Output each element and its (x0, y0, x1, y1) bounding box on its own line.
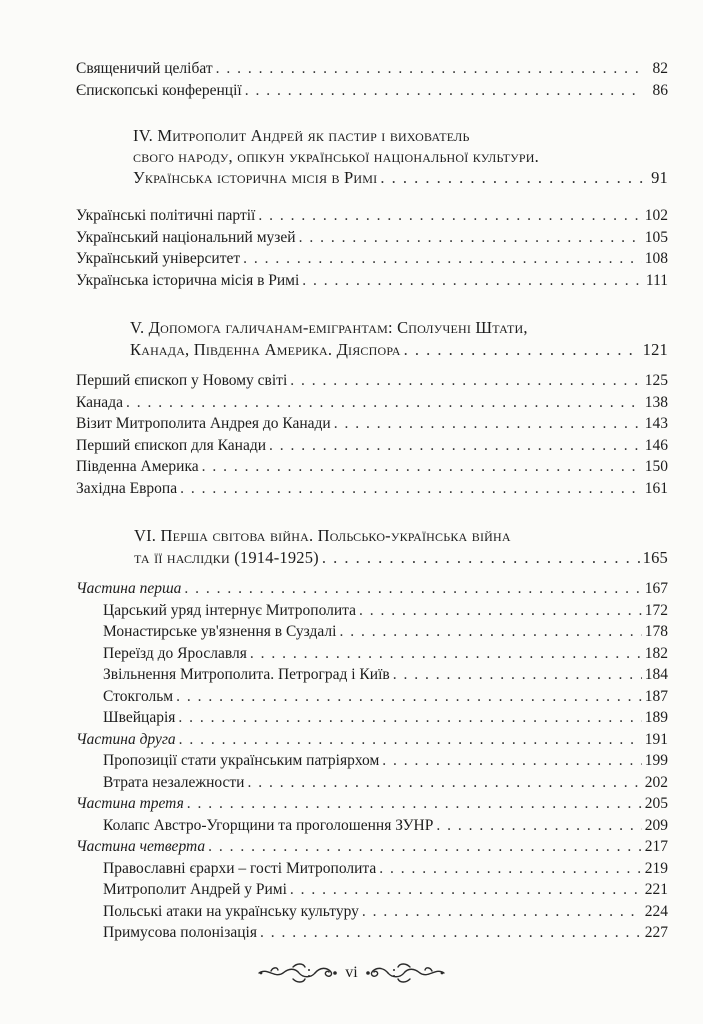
dot-leader (176, 686, 642, 708)
entry-title: Митрополит Андрей у Римі (103, 881, 287, 898)
toc-entry (76, 80, 668, 102)
entry-page: 189 (644, 709, 668, 726)
chapter-iv-entries (76, 205, 668, 291)
entry-page: 143 (644, 415, 668, 432)
entry-page: 178 (644, 623, 668, 640)
chapter-v-entries (76, 370, 668, 499)
page-folio: vi (345, 964, 358, 981)
toc-top-entries (76, 58, 668, 101)
entry-title: Стокгольм (103, 687, 174, 705)
chapter-heading-line: свого народу, опікун української національної культури. (133, 146, 539, 166)
dot-leader (334, 413, 642, 435)
toc-entry (76, 413, 668, 435)
dot-leader (216, 58, 643, 80)
entry-page: 86 (652, 81, 668, 99)
part-title: Частина перша (76, 580, 182, 597)
entry-page: 187 (644, 687, 668, 705)
part-title: Частина друга (76, 730, 176, 748)
entry-title: Царський уряд інтернує Митрополита (103, 601, 356, 619)
entry-page: 217 (644, 838, 668, 855)
toc-part-entry (76, 729, 668, 751)
dot-leader (380, 167, 643, 189)
toc-entry (76, 772, 668, 794)
chapter-heading-vi (134, 526, 668, 569)
chapter-vi-entries (76, 578, 668, 944)
dot-leader (184, 578, 641, 600)
entry-title: Пропозиції стати українським патріярхом (103, 752, 380, 769)
toc-part-entry (76, 793, 668, 815)
entry-title: Швейцарія (103, 709, 176, 726)
scroll-ornament-left-icon (257, 961, 339, 985)
entry-page: 172 (644, 601, 668, 619)
toc-entry (76, 456, 668, 478)
toc-entry (76, 270, 668, 292)
chapter-page: 121 (642, 339, 668, 359)
dot-leader (290, 370, 641, 392)
entry-title: Звільнення Митрополита. Петроград і Київ (103, 666, 390, 683)
dot-leader (202, 456, 642, 478)
dot-leader (208, 836, 642, 858)
chapter-heading-line: IV. Митрополит Андрей як пастир і вихователь (133, 126, 470, 145)
entry-page: 227 (644, 924, 668, 941)
toc-entry (76, 248, 668, 270)
dot-leader (322, 547, 640, 569)
entry-title: Українська історична місія в Римі (76, 271, 300, 289)
toc-entry (76, 643, 668, 665)
entry-title: Український університет (76, 250, 241, 267)
entry-page: 209 (644, 816, 668, 834)
entry-title: Південна Америка (76, 458, 199, 475)
chapter-title: Українська історична місія в Римі (133, 168, 378, 187)
entry-page: 161 (644, 479, 668, 497)
dot-leader (302, 270, 643, 292)
chapter-heading-line: VI. Перша світова війна. Польсько-українська війна (134, 526, 511, 545)
entry-title: Перший єпископ для Канади (76, 436, 267, 454)
toc-entry (76, 901, 668, 923)
entry-title: Переїзд до Ярославля (103, 644, 247, 662)
toc-entry (76, 815, 668, 837)
toc-entry (76, 750, 668, 772)
dot-leader (382, 750, 641, 772)
dot-leader (178, 707, 641, 729)
entry-title: Українські політичні партії (76, 207, 256, 224)
entry-page: 102 (644, 207, 668, 224)
dot-leader (393, 664, 642, 686)
dot-leader (436, 815, 641, 837)
dot-leader (180, 478, 642, 500)
entry-title: Польські атаки на українську культуру (103, 902, 359, 920)
entry-page: 199 (644, 752, 668, 769)
dot-leader (339, 621, 641, 643)
entry-title: Православні єрархи – гості Митрополита (103, 859, 377, 877)
entry-page: 138 (644, 393, 668, 411)
toc-entry (76, 58, 668, 80)
entry-page: 105 (644, 228, 668, 246)
footer-ornament (0, 958, 703, 988)
entry-page: 150 (644, 458, 668, 475)
entry-title: Священичий целібат (76, 60, 213, 77)
toc-entry (76, 879, 668, 901)
entry-page: 146 (644, 436, 668, 454)
dot-leader (404, 339, 640, 361)
dot-leader (243, 248, 642, 270)
dot-leader (250, 643, 642, 665)
chapter-heading-iv (133, 126, 668, 189)
entry-page: 167 (644, 580, 668, 597)
chapter-heading-v (130, 318, 668, 361)
part-title: Частина третя (76, 795, 184, 812)
entry-page: 125 (644, 372, 668, 389)
part-title: Частина четверта (76, 838, 206, 855)
toc-entry (76, 664, 668, 686)
toc-entry (76, 227, 668, 249)
entry-title: Єпископські конференції (76, 81, 242, 99)
toc-part-entry (76, 578, 668, 600)
entry-title: Західна Европа (76, 479, 178, 497)
dot-leader (260, 922, 642, 944)
entry-page: 219 (644, 859, 668, 877)
dot-leader (247, 772, 641, 794)
dot-leader (245, 80, 643, 102)
entry-page: 182 (644, 644, 668, 662)
toc-entry (76, 435, 668, 457)
entry-page: 82 (652, 60, 668, 77)
entry-page: 111 (645, 271, 668, 289)
entry-title: Колапс Австро-Угорщини та проголошення ЗУНР (103, 816, 434, 834)
entry-title: Монастирське ув'язнення в Суздалі (103, 623, 337, 640)
toc-entry (76, 621, 668, 643)
dot-leader (362, 901, 642, 923)
chapter-page: 165 (642, 547, 668, 567)
entry-page: 221 (644, 881, 668, 898)
toc-entry (76, 392, 668, 414)
dot-leader (359, 600, 642, 622)
scroll-ornament-right-icon (364, 961, 446, 985)
toc-entry (76, 686, 668, 708)
chapter-heading-last-line (133, 167, 668, 189)
chapter-title: та її наслідки (1914-1925) (134, 547, 319, 567)
dot-leader (126, 392, 642, 414)
toc-part-entry (76, 836, 668, 858)
toc-entry (76, 858, 668, 880)
dot-leader (299, 227, 642, 249)
chapter-title: Канада, Південна Америка. Діяспора (130, 339, 401, 359)
chapter-heading-last-line (134, 547, 668, 569)
entry-page: 184 (644, 666, 668, 683)
entry-page: 191 (644, 730, 668, 748)
entry-page: 202 (644, 773, 668, 791)
entry-title: Візит Митрополита Андрея до Канади (76, 415, 331, 432)
toc-entry (76, 478, 668, 500)
toc-entry (76, 370, 668, 392)
dot-leader (379, 858, 642, 880)
dot-leader (187, 793, 642, 815)
entry-page: 205 (644, 795, 668, 812)
dot-leader (290, 879, 642, 901)
toc-entry (76, 707, 668, 729)
entry-title: Примусова полонізація (103, 924, 257, 941)
entry-page: 224 (644, 902, 668, 920)
chapter-page: 91 (651, 168, 668, 187)
entry-title: Втрата незалежности (103, 773, 245, 791)
dot-leader (258, 205, 641, 227)
dot-leader (179, 729, 642, 751)
entry-title: Перший єпископ у Новому світі (76, 372, 288, 389)
toc-entry (76, 600, 668, 622)
entry-title: Український національний музей (76, 228, 296, 246)
chapter-heading-line: V. Допомога галичанам-емігрантам: Сполучені Штати, (130, 318, 528, 337)
entry-title: Канада (76, 393, 123, 411)
dot-leader (269, 435, 642, 457)
chapter-heading-last-line (130, 339, 668, 361)
toc-entry (76, 205, 668, 227)
entry-page: 108 (644, 250, 668, 267)
toc-entry (76, 922, 668, 944)
